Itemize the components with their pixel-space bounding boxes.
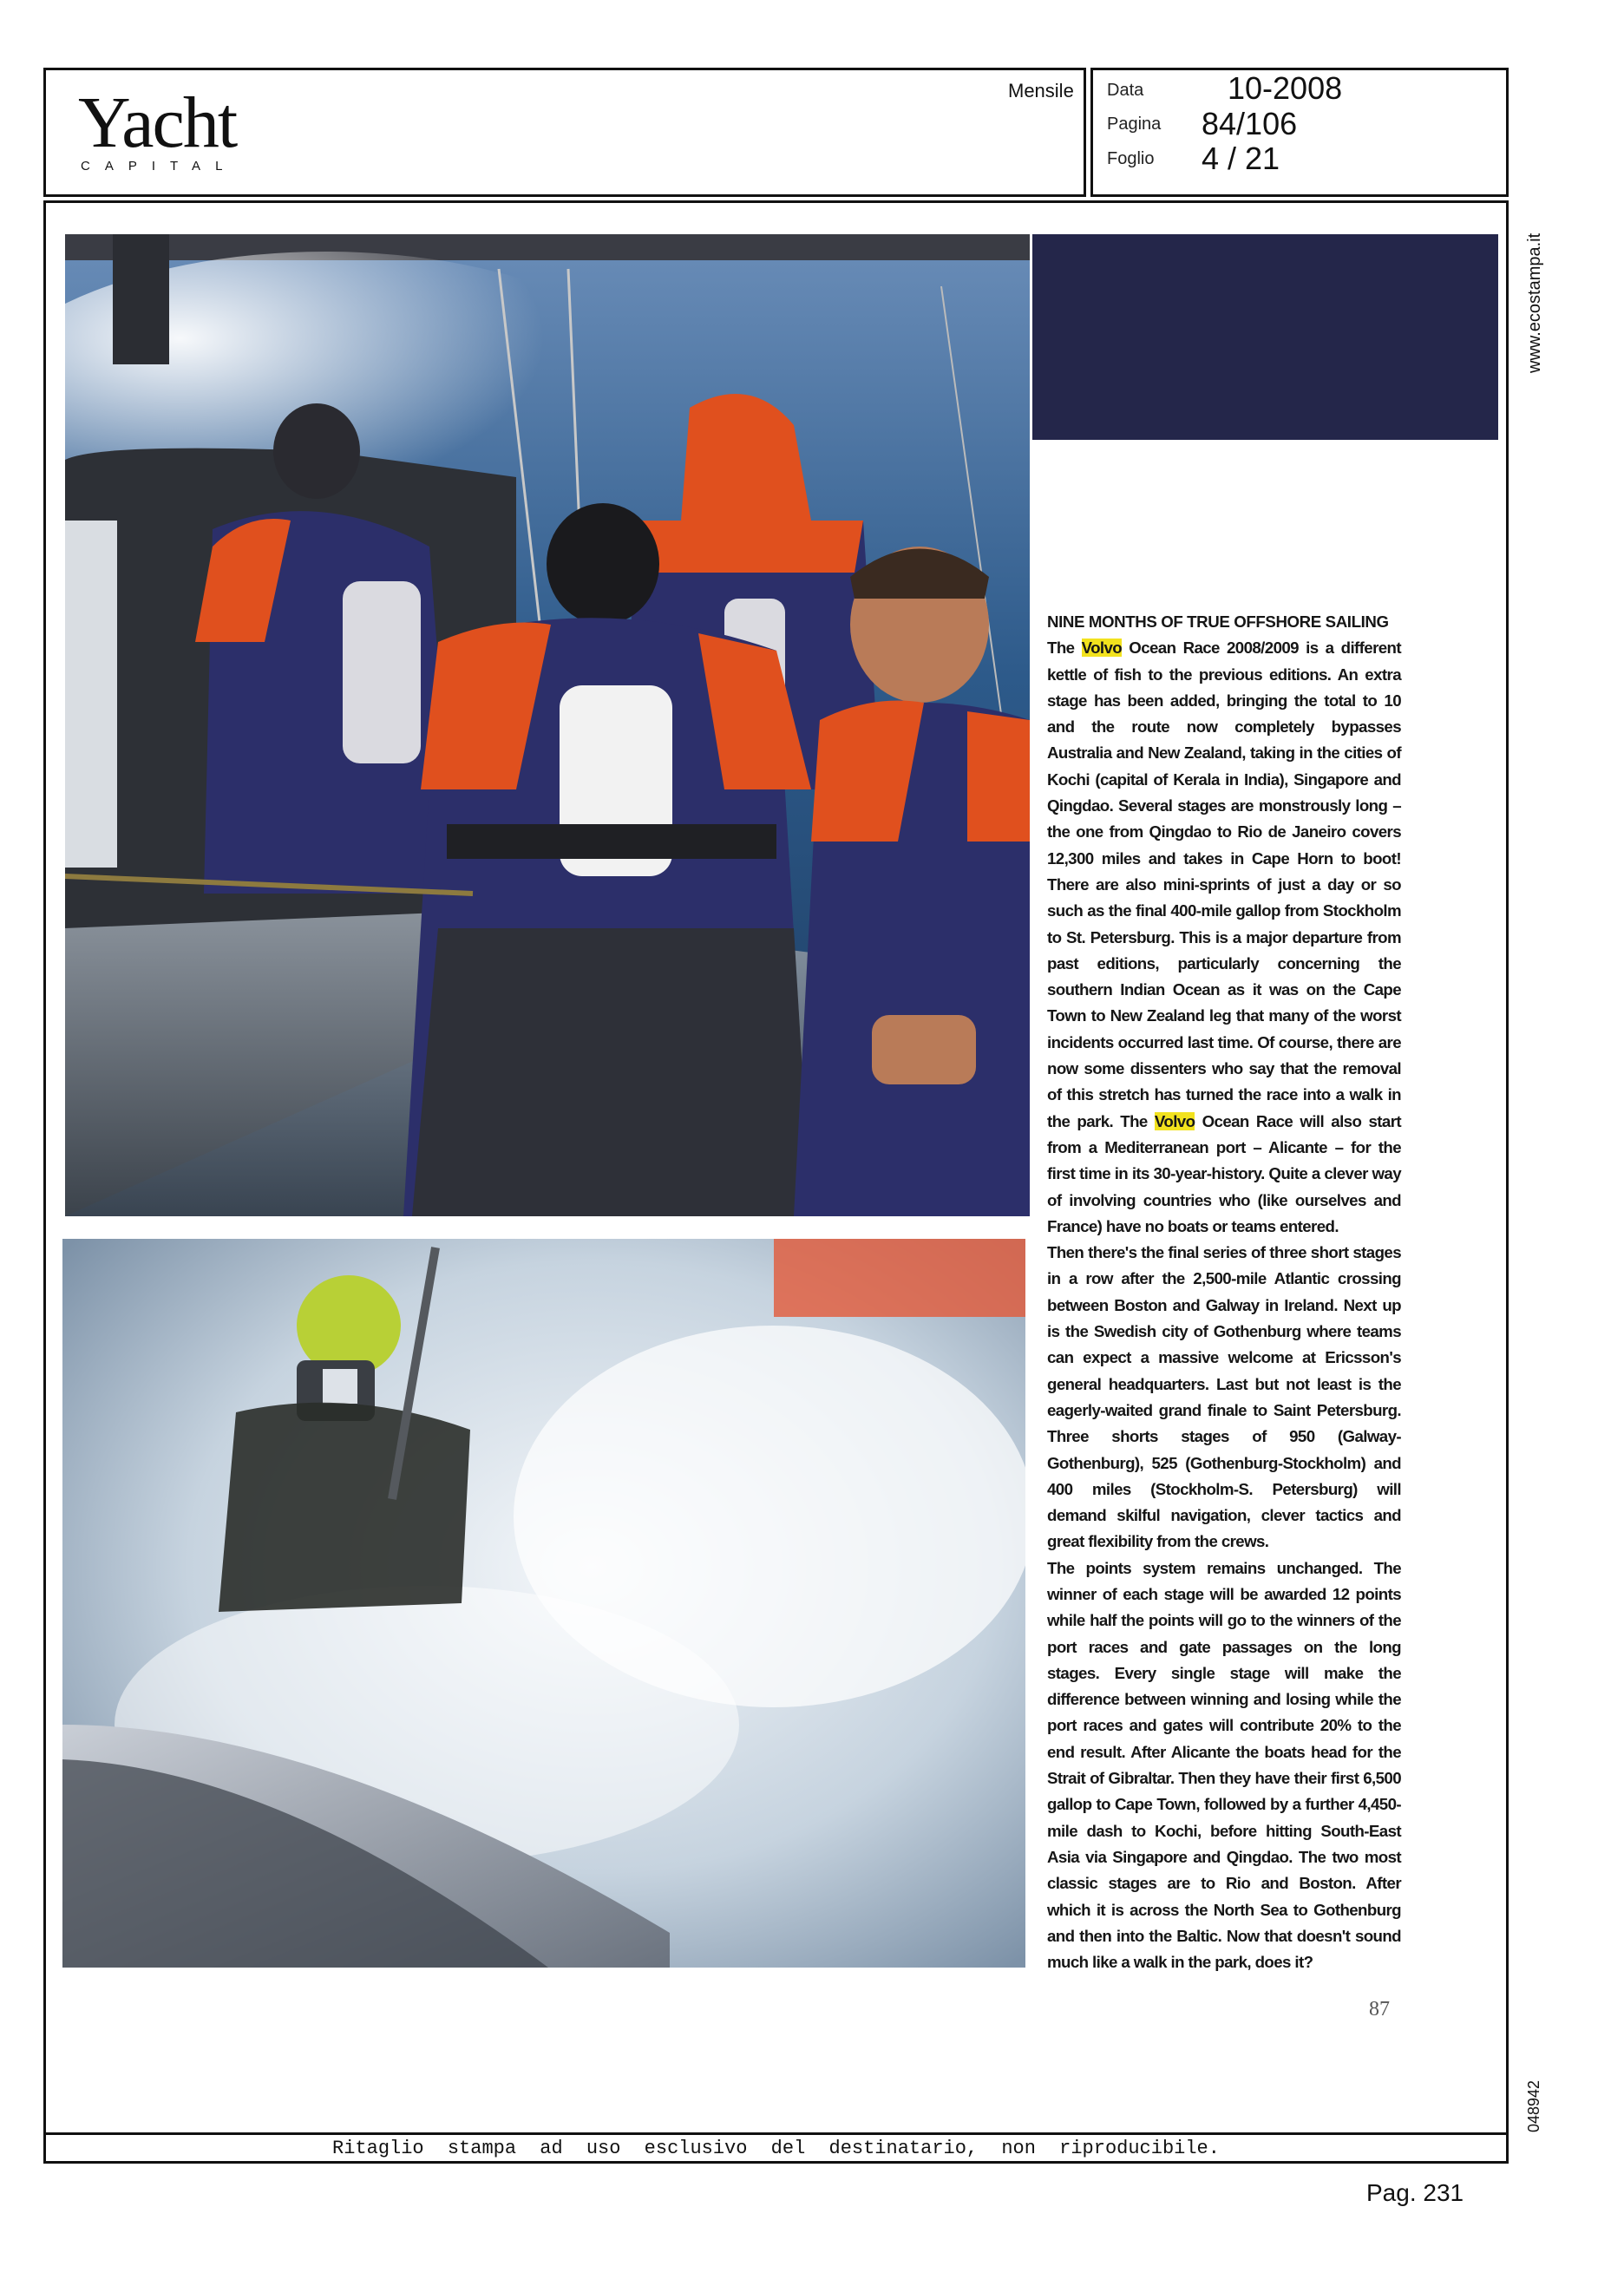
magazine-page-number: 87	[1369, 1998, 1390, 2020]
magazine-logo-subtitle: CAPITAL	[81, 159, 238, 174]
volvo-highlight: Volvo	[1081, 639, 1123, 658]
crew-photo	[65, 234, 1030, 1216]
article-paragraph-3: The points system remains unchanged. The winner of each stage will be awarded 12 points while half the points will go to the winners of the port races and gate passages on the long stages. Every single stage will make the difference between winning and losing while the port races and gates will contribute 20% to the end result. After Alicante the boats head for the Strait of Gibraltar. Then they have their first 6,500 gallop to Cape Town, followed by a further 4,450-mile dash to Kochi, before hitting South-East Asia via Singapore and Qingdao. The two most classic stages are to Rio and Boston. After which it is across the North Sea to Gothenburg and then into the Baltic. Now that doesn't sound much like a walk in the park, does it?	[1047, 1558, 1401, 1972]
spray-photo	[62, 1239, 1025, 1968]
sheet-value: 4 / 21	[1202, 141, 1280, 176]
side-url: www.ecostampa.it	[1525, 232, 1544, 373]
date-value: 10-2008	[1228, 70, 1343, 106]
magazine-logo: Yacht	[78, 82, 237, 163]
paragraph-1-start: The	[1047, 639, 1082, 658]
date-label: Data	[1107, 81, 1144, 100]
side-code: 048942	[1525, 2079, 1542, 2132]
sheet-label: Foglio	[1107, 149, 1155, 168]
footer-note: Ritaglio stampa ad uso esclusivo del destinatario, non riproducibile.	[332, 2138, 1220, 2159]
page-label: Pagina	[1107, 115, 1162, 134]
page-value: 84/106	[1202, 106, 1298, 141]
article-paragraph-2: Then there's the final series of three short stages in a row after the 2,500-mile Atlantic crossing between Boston and Galway in Ireland. Next up is the Swedish city of Gothenburg where teams can expect a massive welcome at Ericsson's general headquarters. Last but not least is the eagerly-waited grand finale to Saint Petersburg. Three shorts stages of 950 (Galway-Gothenburg), 525 (Gothenburg-Stockholm) and 400 miles (Stockholm-S. Petersburg) will demand skilful navigation, clever tactics and great flexibility from the crews.	[1047, 1243, 1401, 1551]
frequency-label: Mensile	[1008, 80, 1074, 102]
volvo-highlight: Volvo	[1154, 1111, 1195, 1130]
article-body	[1047, 609, 1401, 1975]
footer-divider	[43, 2132, 1509, 2135]
article-paragraph-1	[1047, 635, 1401, 1240]
clipping-page-number: Pag. 231	[1366, 2179, 1464, 2206]
paragraph-1-middle: Ocean Race 2008/2009 is a different kettle of fish to the previous editions. An extra stage has been added, bringing the total to 10 and the route now completely bypasses Australia and New Zealand, taking in the cities of Kochi (capital of Kerala in India), Singapore and Qingdao. Several stages are monstrously long – the one from Qingdao to Rio de Janeiro covers 12,300 miles and takes in Cape Horn to boot! There are also mini-sprints of just a day or so such as the final 400-mile gallop from Stockholm to St. Petersburg. This is a major departure from past editions, particularly concerning the southern Indian Ocean as it was on the Cape Town to New Zealand leg that many of the worst incidents occurred last time. Of course, there are now some dissenters who say that the removal of this stretch has turned the race into a walk in the park. The	[1047, 639, 1401, 1130]
article-headline: NINE MONTHS OF TRUE OFFSHORE SAILING	[1047, 612, 1389, 631]
title-color-block	[1032, 234, 1498, 440]
paragraph-1-end: Ocean Race will also start from a Mediterranean port – Alicante – for the first time in its 30-year-history. Quite a clever way of involving countries who (like ourselves and France) have no boats or teams entered.	[1047, 1111, 1401, 1235]
